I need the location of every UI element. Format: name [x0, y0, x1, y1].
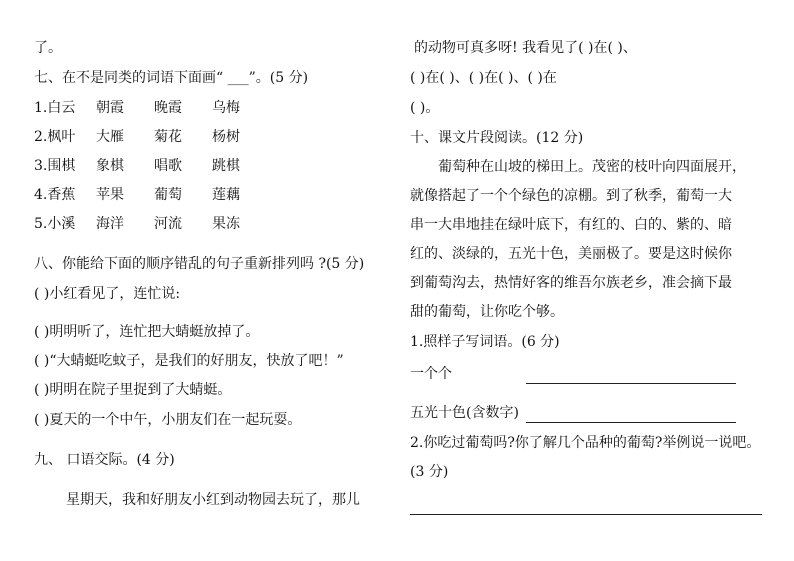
answer-blanks	[526, 364, 736, 384]
q10-title: 十、课文片段阅读。(12 分)	[410, 130, 584, 146]
q7-word: 象棋	[96, 158, 124, 174]
q7-word: 2.枫叶	[34, 129, 76, 145]
q8-title: 八、你能给下面的顺序错乱的句子重新排列吗 ?(5 分)	[34, 256, 365, 272]
q7-word: 4.香蕉	[34, 187, 76, 203]
answer-blank[interactable]	[596, 369, 666, 384]
q7-word: 大雁	[96, 129, 124, 145]
passage-line: 甜的葡萄，让你吃个够。	[410, 304, 564, 320]
q7-row	[34, 127, 240, 147]
carry-over-text: 了。	[34, 40, 62, 56]
q7-word: 3.围棋	[34, 158, 76, 174]
answer-line[interactable]	[410, 514, 762, 515]
q7-word: 朝霞	[96, 100, 124, 116]
q7-word: 果冻	[212, 216, 240, 232]
q7-word: 跳棋	[212, 158, 240, 174]
passage-line: 到葡萄沟去，热情好客的维吾尔族老乡，准会摘下最	[410, 275, 732, 291]
answer-blank[interactable]	[666, 369, 736, 384]
q7-word: 唱歌	[154, 158, 182, 174]
q7-word: 杨树	[212, 129, 240, 145]
q7-row	[34, 214, 240, 234]
q7-word: 苹果	[96, 187, 124, 203]
q7-word: 菊花	[154, 129, 182, 145]
answer-blanks	[526, 403, 736, 423]
sub1-title: 1.照样子写词语。(6 分)	[410, 334, 560, 350]
q7-row	[34, 98, 240, 118]
answer-blank[interactable]	[666, 408, 736, 423]
q7-word: 乌梅	[212, 100, 240, 116]
answer-blank[interactable]	[596, 408, 666, 423]
sub1-example-label: 五光十色(含数字)	[410, 405, 519, 421]
q9-paragraph: 星期天，我和好朋友小红到动物园去玩了，那儿	[66, 492, 360, 508]
q7-word: 海洋	[96, 216, 124, 232]
passage-line: 就像搭起了一个个绿色的凉棚。到了秋季，葡萄一大	[410, 188, 732, 204]
answer-blank[interactable]	[526, 369, 596, 384]
q9-title: 九、 口语交际。(4 分)	[34, 452, 175, 468]
passage-line: 葡萄种在山坡的梯田上。茂密的枝叶向四面展开，	[438, 159, 746, 175]
q8-item: ( )小红看见了，连忙说:	[34, 286, 181, 302]
sub2-title: 2.你吃过葡萄吗?你了解几个品种的葡萄?举例说一说吧。	[410, 435, 761, 451]
q7-title: 七、在不是同类的词语下面画“ ___”。(5 分)	[34, 70, 309, 86]
q7-word: 河流	[154, 216, 182, 232]
q8-item: ( )“大蜻蜓吃蚊子，是我们的好朋友，快放了吧！”	[34, 353, 344, 369]
sub1-example-1	[410, 364, 452, 384]
q7-word: 晚霞	[154, 100, 182, 116]
passage-line: 红的、淡绿的，五光十色，美丽极了。要是这时候你	[410, 246, 732, 262]
q7-row	[34, 185, 240, 205]
sub2-points: (3 分)	[410, 464, 449, 480]
sub1-example-2	[410, 403, 519, 423]
q7-word: 1.白云	[34, 100, 76, 116]
q9-continuation: ( )在( )、( )在( )、( )在	[410, 70, 557, 86]
q8-item: ( )明明听了，连忙把大蜻蜓放掉了。	[34, 324, 260, 340]
q9-continuation: ( )。	[410, 100, 440, 116]
q7-word: 葡萄	[154, 187, 182, 203]
q9-continuation: 的动物可真多呀! 我看见了( )在( )、	[414, 40, 637, 56]
passage-line: 串一大串地挂在绿叶底下，有红的、白的、紫的、暗	[410, 217, 732, 233]
answer-blank[interactable]	[526, 408, 596, 423]
q7-word: 莲藕	[212, 187, 240, 203]
q8-item: ( )明明在院子里捉到了大蜻蜓。	[34, 382, 232, 398]
q7-row	[34, 156, 240, 176]
sub1-example-label: 一个个	[410, 366, 452, 382]
q8-item: ( )夏天的一个中午，小朋友们在一起玩耍。	[34, 412, 302, 428]
q7-word: 5.小溪	[34, 216, 76, 232]
